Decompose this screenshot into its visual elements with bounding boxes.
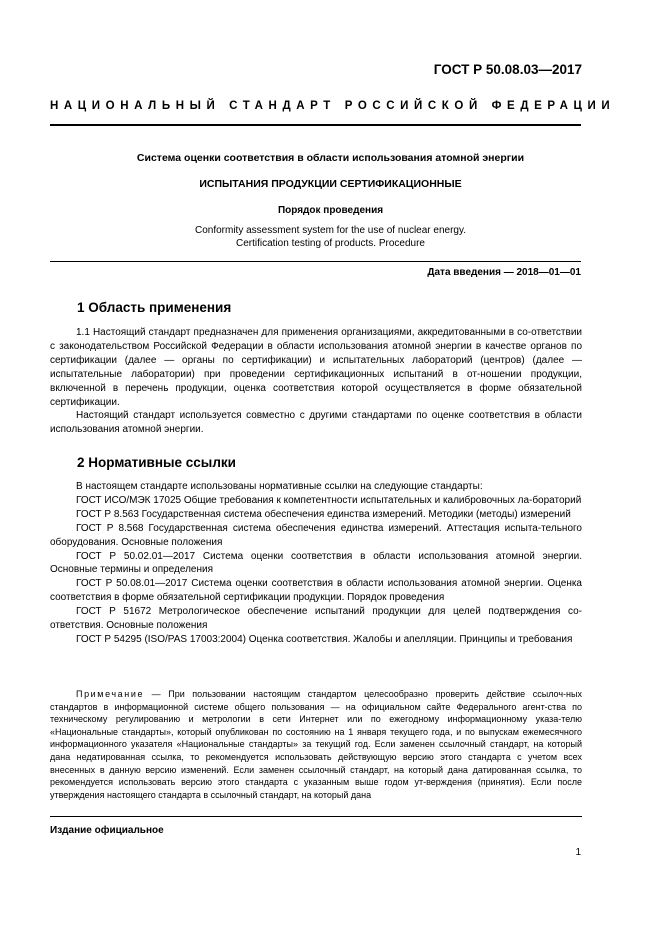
national-standard-title: НАЦИОНАЛЬНЫЙ СТАНДАРТ РОССИЙСКОЙ ФЕДЕРАЦИИ (50, 100, 616, 112)
top-divider (50, 124, 581, 126)
paragraph: 1.1 Настоящий стандарт предназначен для применения организациями, аккредитованными в со-ответствии с законодательством Российской Федерации в области использования атомной энергии в качестве органов по сертификации (далее — органы по сертификации) и испытательных лабораторий (центров) (далее — испытательные лаборатории) при проведении сертификационных испытаний в от-ношении продукции, включенной в перечень продукции, оценка соответствия которой осуществляется в форме обязательной сертификации. (50, 327, 582, 408)
reference-item: ГОСТ Р 8.563 Государственная система обеспечения единства измерений. Методики (методы) измерений (76, 508, 571, 520)
reference-item: ГОСТ Р 54295 (ISO/PAS 17003:2004) Оценка соответствия. Жалобы и апелляции. Принципы и требования (76, 633, 573, 645)
note-label: Примечание (76, 689, 145, 699)
reference-item: ГОСТ Р 8.568 Государственная система обеспечения единства измерений. Аттестация испыта-тельного оборудования. Основные положения (50, 522, 582, 548)
page-number: 1 (575, 847, 581, 858)
section-2-body (50, 480, 582, 647)
introduction-date: Дата введения — 2018—01—01 (427, 267, 581, 278)
note-text: — При пользовании настоящим стандартом целесообразно проверить действие ссылоч-ных стандартов в информационной системе общего пользования — на официальном сайте Федерального агент-ства по техническому регулированию и метрологии в сети Интернет или по ежегодному информационному указа-телю «Национальные стандарты», который опубликован по состоянию на 1 января текущего года, и по выпускам ежемесячного информационного указателя «Национальные стандарты» за текущий год. Если заменен ссылочный стандарт, на который дана недатированная ссылка, то рекомендуется использовать действующую версию этого стандарта с учетом всех внесенных в данную версию изменений. Если заменен ссылочный стандарт, на который дана датированная ссылка, то рекомендуется использовать версию этого стандарта с указанным выше годом ут-верждения (принятия). Если после утверждения настоящего стандарта в ссылочный стандарт, на который дана (50, 689, 582, 800)
main-title: ИСПЫТАНИЯ ПРОДУКЦИИ СЕРТИФИКАЦИОННЫЕ (199, 178, 462, 190)
reference-item: ГОСТ Р 51672 Метрологическое обеспечение испытаний продукции для целей подтверждения со-ответствия. Основные положения (50, 606, 582, 632)
section-1-body (50, 326, 582, 437)
note-paragraph (50, 688, 582, 801)
sub-title: Порядок проведения (277, 205, 384, 216)
edition-label: Издание официальное (50, 825, 164, 836)
section-1-heading: 1 Область применения (77, 300, 232, 315)
english-title-line-2: Certification testing of products. Procedure (236, 237, 425, 249)
footer-divider (50, 816, 582, 817)
english-title (50, 225, 611, 250)
title-divider (50, 261, 581, 262)
paragraph: Настоящий стандарт используется совместно с другими стандартами по оценке соответствия в области использования атомной энергии. (50, 410, 582, 436)
english-title-line-1: Conformity assessment system for the use of nuclear energy. (194, 225, 467, 236)
document-code: ГОСТ Р 50.08.03—2017 (433, 62, 582, 77)
system-title: Система оценки соответствия в области использования атомной энергии (136, 152, 525, 164)
section-2-heading: 2 Нормативные ссылки (77, 455, 236, 470)
reference-item: ГОСТ Р 50.08.01—2017 Система оценки соответствия в области использования атомной энергии. Оценка соответствия в форме обязательной сертификации продукции. Порядок проведения (50, 578, 582, 604)
note-block (50, 688, 582, 801)
reference-item: ГОСТ ИСО/МЭК 17025 Общие требования к компетентности испытательных и калибровочных ла-бораторий (76, 494, 582, 506)
reference-item: ГОСТ Р 50.02.01—2017 Система оценки соответствия в области использования атомной энергии. Основные термины и определения (50, 550, 582, 576)
paragraph: В настоящем стандарте использованы нормативные ссылки на следующие стандарты: (76, 481, 483, 492)
